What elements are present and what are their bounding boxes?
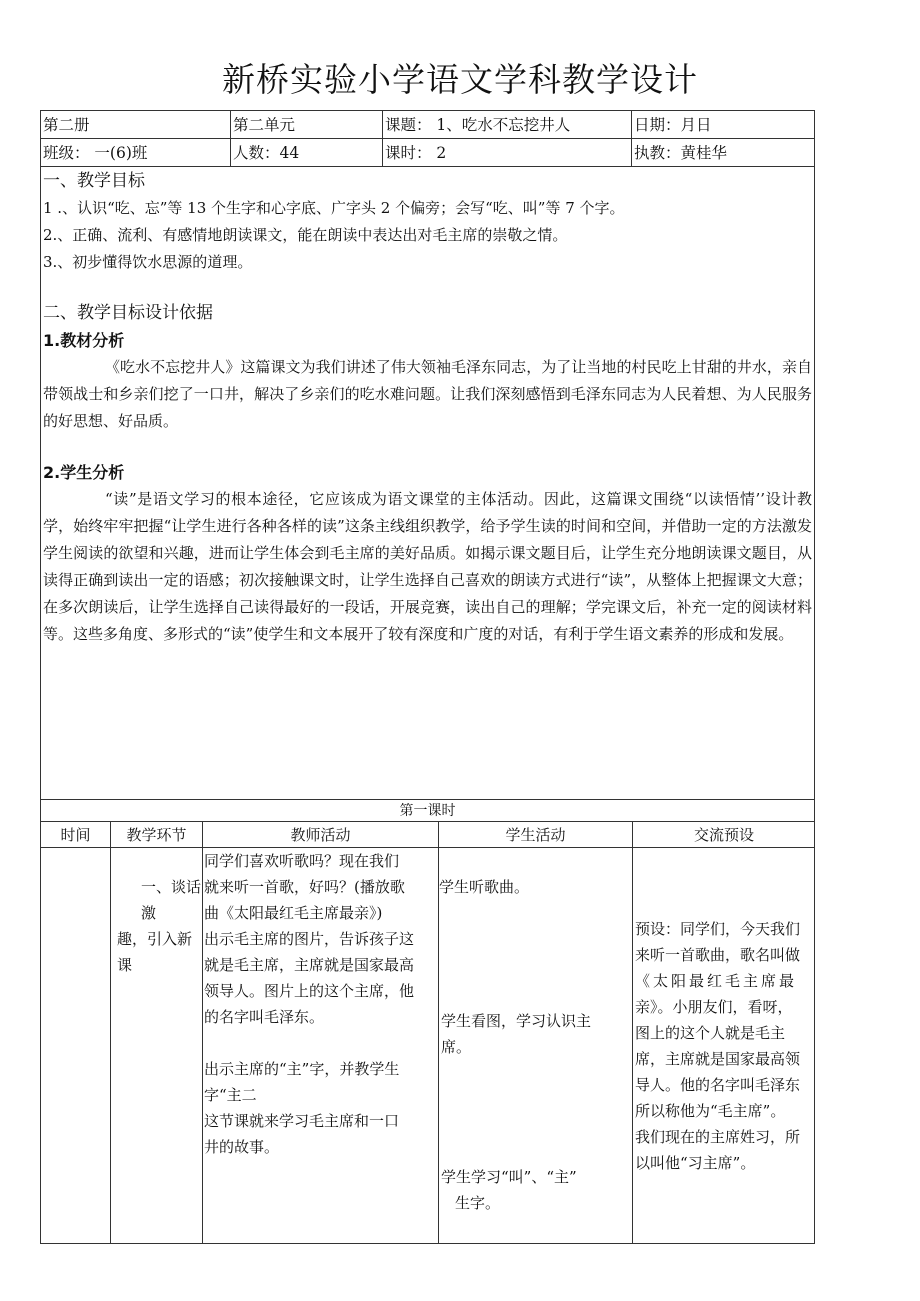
col-preset: 交流预设 xyxy=(633,822,815,848)
lesson-period-title: 第一课时 xyxy=(41,799,814,822)
student-cell xyxy=(439,848,633,1243)
student-activity-3: 学生学习“叫”、“主” xyxy=(441,1168,577,1186)
header-topic: 课题： 1、吃水不忘挖井人 xyxy=(383,111,632,139)
textbook-analysis-heading: 1.教材分析 xyxy=(43,331,125,350)
lesson-plan-table xyxy=(40,110,815,1244)
textbook-analysis-text: 《吃水不忘挖井人》这篇课文为我们讲述了伟大领袖毛泽东同志，为了让当地的村民吃上甘甜的井水，亲自带领战士和乡亲们挖了一口井，解决了乡亲们的吃水难问题。让我们深刻感悟到毛泽东同志为人民着想、为人民服务的好思想、好品质。 xyxy=(43,358,812,430)
step-cell xyxy=(111,848,203,1243)
student-activity-2b: 席。 xyxy=(441,1038,472,1056)
header-count: 人数：44 xyxy=(231,139,383,167)
student-analysis-text: “读”是语文学习的根本途径，它应该成为语文课堂的主体活动。因此，这篇课文围绕“以读悟情’’设计教学，始终牢牢把握“让学生进行各种各样的读”这条主线组织教学，给予学生读的时间和空间，并借助一定的方法激发学生阅读的欲望和兴趣，进而让学生体会到毛主席的美好品质。如揭示课文题目后，让学生充分地朗读课文题目，从读得正确到读出一定的语感；初次接触课文时，让学生选择自己喜欢的朗读方式进行“读”，从整体上把握课文大意；在多次朗读后，让学生选择自己读得最好的一段话，开展竞赛，读出自己的理解；学完课文后，补充一定的阅读材料等。这些多角度、多形式的“读”使学生和文本展开了较有深度和广度的对话，有利于学生语文素养的形成和发展。 xyxy=(43,490,812,643)
header-book: 第二册 xyxy=(41,111,231,139)
section-objectives-heading: 一、教学目标 xyxy=(43,171,145,191)
teacher-cell xyxy=(203,848,439,1243)
time-cell xyxy=(41,848,111,1243)
objective-item: 1 .、认识“吃、忘”等 13 个生字和心字底、广字头 2 个偏旁；会写“吃、叫”等 7 个字。 xyxy=(43,199,625,217)
header-row-1 xyxy=(41,111,814,139)
step-text: 一、谈话激 趣，引入新 课 xyxy=(117,878,202,974)
student-activity-1: 学生听歌曲。 xyxy=(439,878,530,896)
header-unit: 第二单元 xyxy=(231,111,383,139)
section-basis-heading: 二、教学目标设计依据 xyxy=(43,303,213,323)
student-analysis-heading: 2.学生分析 xyxy=(43,463,125,482)
col-student: 学生活动 xyxy=(439,822,633,848)
col-step: 教学环节 xyxy=(111,822,203,848)
objective-item: 3.、初步懂得饮水思源的道理。 xyxy=(43,253,253,271)
student-activity-3b: 生字。 xyxy=(455,1194,501,1212)
header-period: 课时： 2 xyxy=(383,139,632,167)
header-row-2 xyxy=(41,139,814,167)
page-title: 新桥实验小学语文学科教学设计 xyxy=(222,60,698,99)
col-teacher: 教师活动 xyxy=(203,822,439,848)
preset-cell xyxy=(633,848,815,1243)
header-teacher: 执教：黄桂华 xyxy=(634,144,728,162)
teacher-text: 同学们喜欢听歌吗？现在我们 就来听一首歌，好吗？(播放歌 曲《太阳最红毛主席最亲》) 出示毛主席的图片，告诉孩子这 就是毛主席，主席就是国家最高 领导人。图片上的这个主席，他 的名字叫毛泽东。 出示主席的“主”字，并教学生 字“主二 这节课就来学习毛主席和一口 井的故事。 xyxy=(204,852,415,1156)
header-class: 班级： 一(6)班 xyxy=(41,139,231,167)
objective-item: 2.、正确、流利、有感情地朗读课文，能在朗读中表达出对毛主席的崇敬之情。 xyxy=(43,226,568,244)
design-content xyxy=(41,168,814,798)
student-activity-2: 学生看图，学习认识主 xyxy=(441,1012,592,1030)
header-date: 日期：月日 xyxy=(634,116,712,134)
preset-text: 预设：同学们，今天我们 来听一首歌曲，歌名叫做 《太阳最红毛主席最 亲》。小朋友们，看呀， 图上的这个人就是毛主 席，主席就是国家最高领 导人。他的名字叫毛泽东 所以称他为“毛主席”。 我们现在的主席姓习，所 以叫他“习主席”。 xyxy=(635,920,801,1172)
col-time: 时间 xyxy=(41,822,111,848)
